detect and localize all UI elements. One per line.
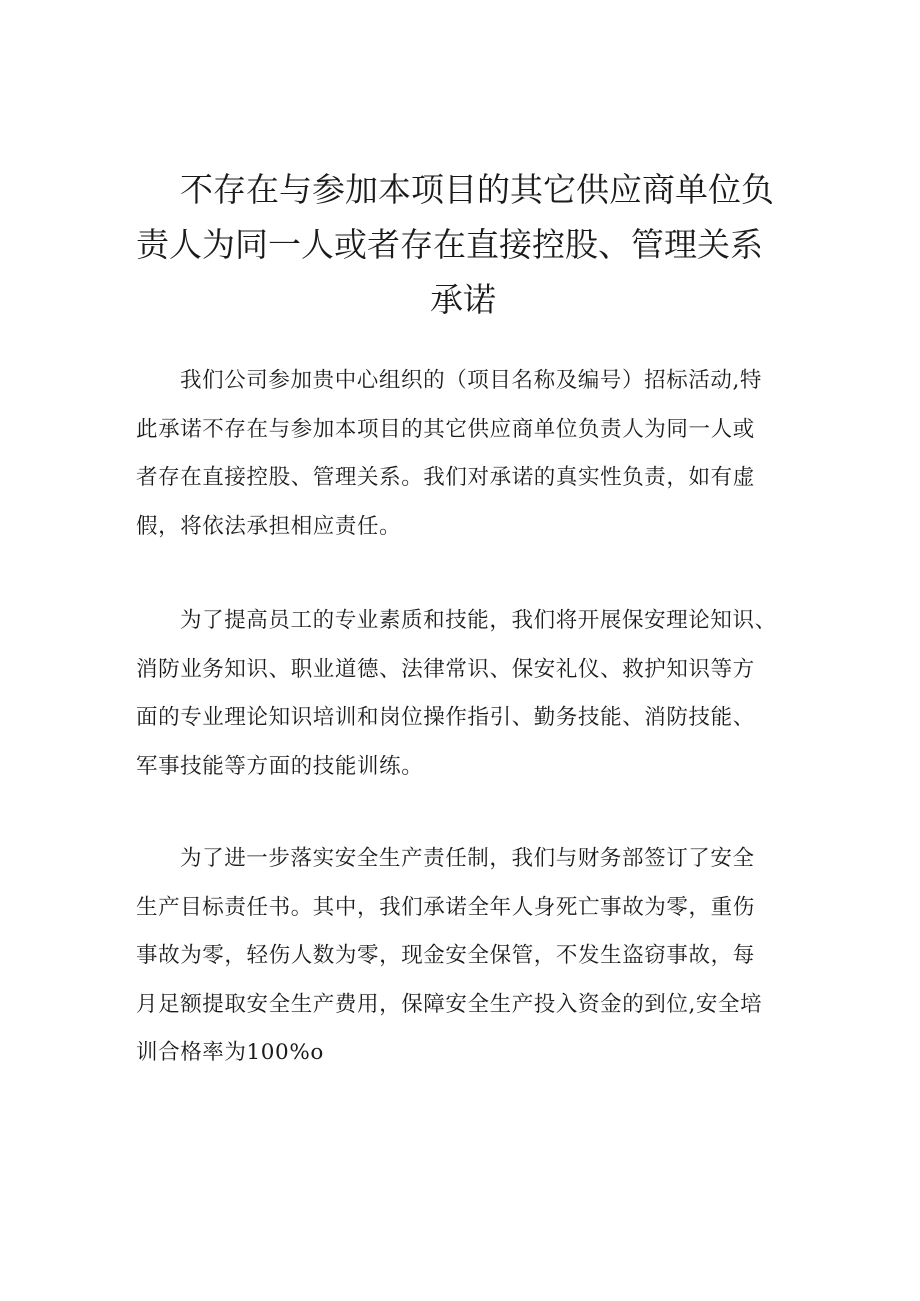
paragraph-commitment — [136, 357, 796, 551]
paragraph-line: 生产目标责任书。其中，我们承诺全年人身死亡事故为零，重伤 — [136, 894, 755, 920]
document-title — [120, 162, 820, 327]
paragraph-line: 此承诺不存在与参加本项目的其它供应商单位负责人为同一人或 — [136, 416, 755, 442]
paragraph-line: 假，将依法承担相应责任。 — [136, 513, 402, 539]
paragraph-safety — [136, 835, 796, 1078]
paragraph-line: 我们公司参加贵中心组织的（项目名称及编号）招标活动,特 — [180, 368, 763, 393]
title-line-3: 承诺 — [430, 280, 496, 319]
paragraph-line: 者存在直接控股、管理关系。我们对承诺的真实性负责，如有虚 — [136, 465, 755, 490]
paragraph-line: 为了进一步落实安全生产责任制，我们与财务部签订了安全 — [180, 846, 755, 871]
paragraph-line: 面的专业理论知识培训和岗位操作指引、勤务技能、消防技能、 — [136, 705, 755, 730]
paragraph-line: 为了提高员工的专业素质和技能，我们将开展保安理论知识、 — [180, 608, 777, 633]
paragraph-line: 军事技能等方面的技能训练。 — [136, 753, 424, 779]
title-line-2: 责人为同一人或者存在直接控股、管理关系 — [136, 225, 763, 264]
paragraph-training — [136, 597, 796, 791]
paragraph-line: 训合格率为100%o — [136, 1040, 324, 1065]
paragraph-line: 事故为零，轻伤人数为零，现金安全保管，不发生盗窃事故，每 — [136, 943, 755, 968]
paragraph-line: 消防业务知识、职业道德、法律常识、保安礼仪、救护知识等方 — [136, 656, 755, 682]
paragraph-line: 月足额提取安全生产费用，保障安全生产投入资金的到位,安全培 — [136, 991, 763, 1017]
title-line-1: 不存在与参加本项目的其它供应商单位负 — [180, 170, 774, 209]
